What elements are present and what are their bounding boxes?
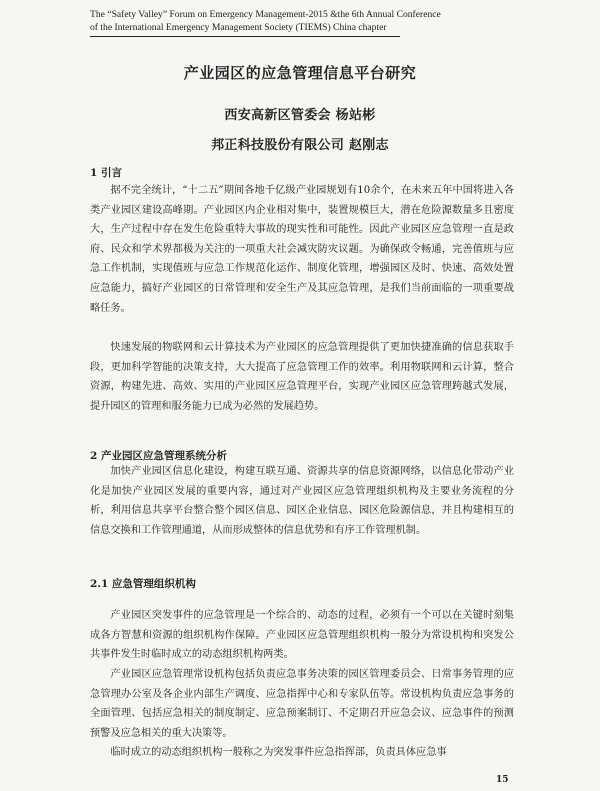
section-2-1-paragraph-1: 产业园区突发事件的应急管理是一个综合的、动态的过程，必须有一个可以在关键时刻集成各方智慧和资源的组织机构作保障。产业园区应急管理组织机构一般分为常设机构和突发公共事件发生时临时成立的动态组织机构两类。 <box>90 610 514 661</box>
header-line-1: The “Safety Valley” Forum on Emergency Management-2015 &the 6th Annual Conference <box>90 9 441 20</box>
section-2-paragraph-1: 加快产业园区信息化建设，构建互联互通、资源共享的信息资源网络，以信息化带动产业化是加快产业园区发展的重要内容，通过对产业园区应急管理组织机构及主要业务流程的分析，利用信息共享平台整合整个园区信息、园区企业信息、园区危险源信息，并且构建相互的信息交换和工作管理通道，从而形成整体的信息优势和有序工作管理机制。 <box>90 466 514 536</box>
section-1-heading: 1 引言 <box>90 167 122 179</box>
section-1-paragraph-2: 快速发展的物联网和云计算技术为产业园区的应急管理提供了更加快捷准确的信息获取手段，更加科学智能的决策支持，大大提高了应急管理工作的效率。利用物联网和云计算，整合资源，构建先进、高效、实用的产业园区应急管理平台，实现产业园区应急管理跨越式发展，提升园区的管理和服务能力已成为必然的发展趋势。 <box>90 342 514 412</box>
section-2-1-heading: 2.1 应急管理组织机构 <box>90 578 196 590</box>
section-1-paragraph-1: 据不完全统计，“十二五”期间各地千亿级产业园规划有10余个，在未来五年中国将进入各类产业园区建设高峰期。产业园区内企业相对集中，装置规模巨大，潜在危险源数量多且密度大，生产过程中存在发生危险重特大事故的现实性和可能性。因此产业园区应急管理一直是政府、民众和学术界都极为关注的一项重大社会减灾防灾议题。为确保政令畅通，完善值班与应急工作机制，实现值班与应急工作规范化运作、制度化管理，增强园区及时、快速、高效处置应急能力，搞好产业园区的日常管理和安全生产及其应急管理，是我们当前面临的一项重要战略任务。 <box>90 185 514 314</box>
author-line-1: 西安高新区管委会 杨站彬 <box>224 108 376 123</box>
author-line-2: 邦正科技股份有限公司 赵刚志 <box>211 138 389 153</box>
section-2-heading: 2 产业园区应急管理系统分析 <box>90 450 227 462</box>
section-2-1-paragraph-2: 产业园区应急管理常设机构包括负责应急事务决策的园区管理委员会、日常事务管理的应急管理办公室及各企业内部生产调度、应急指挥中心和专家队伍等。常设机构负责应急事务的全面管理、包括应急相关的制度制定、应急预案制订、不定期召开应急会议、应急事件的预测预警及应急相关的重大决策等。 <box>90 669 514 739</box>
paper-title: 产业园区的应急管理信息平台研究 <box>183 64 417 82</box>
page-number: 15 <box>496 775 509 785</box>
header-line-2: of the International Emergency Management Society (TIEMS) China chapter <box>90 21 400 37</box>
running-header <box>90 8 520 37</box>
section-2-1-paragraph-3: 临时成立的动态组织机构一般称之为突发事件应急指挥部，负责具体应急事 <box>110 747 447 758</box>
